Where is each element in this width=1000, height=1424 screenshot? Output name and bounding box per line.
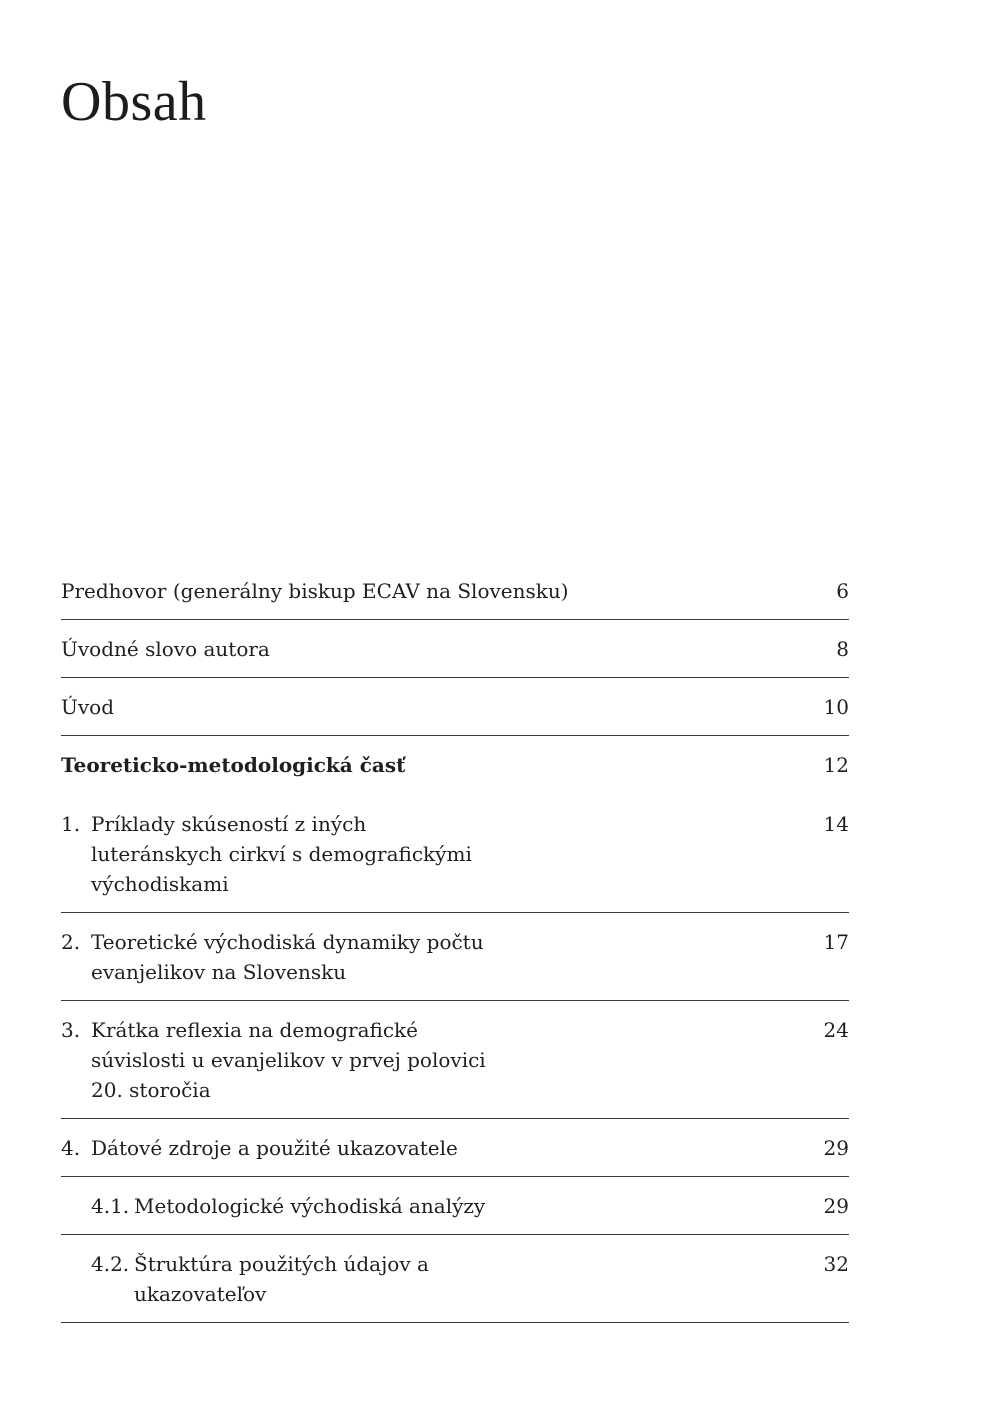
toc-entry-uvod[interactable] [61, 678, 849, 736]
toc-entry-chapter-3[interactable] [61, 1001, 849, 1119]
toc-entry-title: Úvodné slovo autora [61, 637, 270, 661]
toc-entry-page: 6 [836, 579, 849, 603]
toc-entry-page: 14 [823, 812, 849, 836]
toc-entry-page: 12 [823, 753, 849, 777]
toc-entry-number: 3. [61, 1018, 81, 1042]
toc-entry-number: 4. [61, 1136, 81, 1160]
toc-entry-uvodne-slovo[interactable] [61, 620, 849, 678]
toc-entry-chapter-1[interactable] [61, 795, 849, 913]
toc-entry-number: 1. [61, 812, 81, 836]
toc-entry-title: Úvod [61, 695, 114, 719]
toc-entry-page: 24 [823, 1018, 849, 1042]
toc-entry-title: Príklady skúseností z iných luteránskych cirkví s demografickými východiskami [91, 812, 472, 896]
toc-entry-title: Štruktúra použitých údajov a ukazovateľov [134, 1252, 429, 1306]
toc-entry-title: Krátka reflexia na demografické súvislosti u evanjelikov v prvej polovici 20. storočia [91, 1018, 486, 1102]
toc-entry-page: 32 [823, 1252, 849, 1276]
toc-entry-title: Dátové zdroje a použité ukazovatele [91, 1136, 458, 1160]
toc-section-title: Teoreticko-metodologická časť [61, 753, 406, 777]
toc-entry-title: Metodologické východiská analýzy [134, 1194, 486, 1218]
toc-entry-page: 17 [823, 930, 849, 954]
page-title: Obsah [61, 71, 207, 133]
toc-entry-number: 2. [61, 930, 81, 954]
toc-entry-title: Teoretické východiská dynamiky počtu evanjelikov na Slovensku [91, 930, 484, 984]
toc-entry-number: 4.1. [91, 1194, 130, 1218]
toc-entry-page: 8 [836, 637, 849, 661]
toc-entry-chapter-2[interactable] [61, 913, 849, 1001]
toc-entry-section-4-2[interactable] [61, 1235, 849, 1323]
toc-entry-page: 10 [823, 695, 849, 719]
toc-entry-page: 29 [823, 1194, 849, 1218]
toc-entry-predhovor[interactable] [61, 562, 849, 620]
toc-entry-number: 4.2. [91, 1252, 130, 1276]
toc-section-heading[interactable] [61, 736, 849, 795]
toc-entry-page: 29 [823, 1136, 849, 1160]
table-of-contents [61, 562, 849, 1323]
toc-entry-chapter-4[interactable] [61, 1119, 849, 1177]
toc-entry-section-4-1[interactable] [61, 1177, 849, 1235]
toc-entry-title: Predhovor (generálny biskup ECAV na Slovensku) [61, 579, 569, 603]
